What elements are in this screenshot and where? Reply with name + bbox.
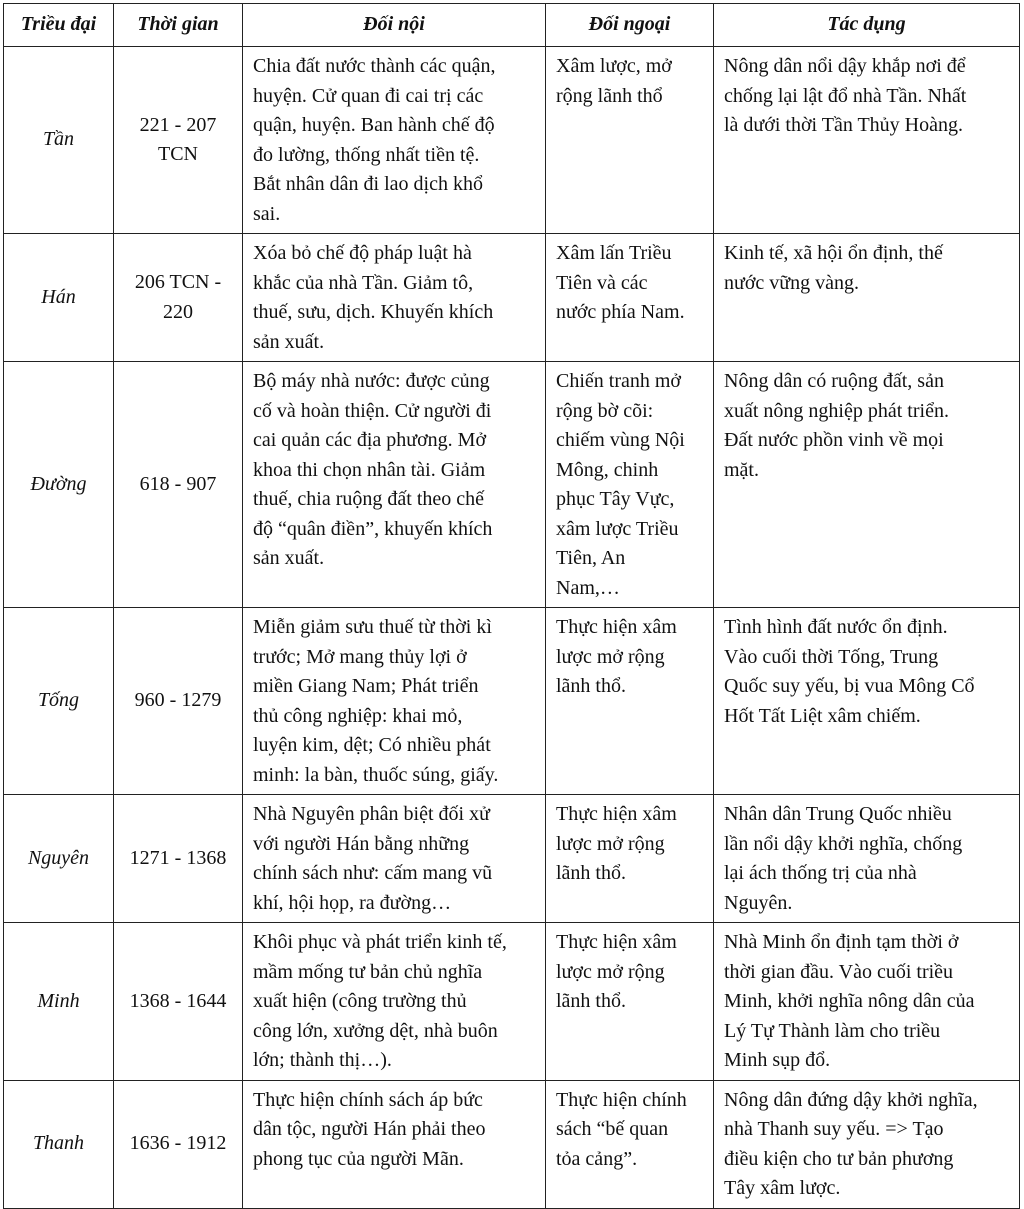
header-effect: Tác dụng (714, 4, 1020, 47)
header-time: Thời gian (114, 4, 243, 47)
domestic-text: Miễn giảm sưu thuế từ thời kì trước; Mở mang thủy lợi ở miền Giang Nam; Phát triển thủ công nghiệp: khai mỏ, luyện kim, dệt; Có nhiều phát minh: la bàn, thuốc súng, giấy. (253, 616, 499, 786)
time-text: 618 - 907 (139, 472, 217, 495)
effect-text: Nông dân đứng dậy khởi nghĩa, nhà Thanh suy yếu. => Tạo điều kiện cho tư bản phương Tây xâm lược. (724, 1088, 978, 1199)
domestic-text: Chia đất nước thành các quận, huyện. Cử quan đi cai trị các quận, huyện. Ban hành chế độ đo lường, thống nhất tiền tệ. Bắt nhân dân đi lao dịch khổ sai. (253, 55, 496, 225)
foreign-text: Chiến tranh mở rộng bờ cõi: chiếm vùng Nội Mông, chinh phục Tây Vực, xâm lược Triều Tiên, An Nam,… (556, 370, 685, 599)
table-row (4, 362, 1020, 608)
effect-text: Nông dân có ruộng đất, sản xuất nông nghiệp phát triển. Đất nước phồn vinh về mọi mặt. (724, 370, 949, 481)
domestic-text: Thực hiện chính sách áp bức dân tộc, người Hán phải theo phong tục của người Mãn. (253, 1088, 486, 1170)
domestic-text: Bộ máy nhà nước: được củng cố và hoàn thiện. Cử người đi cai quản các địa phương. Mở khoa thi chọn nhân tài. Giảm thuế, chia ruộng đất theo chế độ “quân điền”, khuyến khích sản xuất. (253, 370, 493, 569)
effect-cell (714, 362, 1020, 608)
time-cell (114, 47, 243, 234)
effect-text: Nông dân nổi dậy khắp nơi để chống lại lật đổ nhà Tần. Nhất là dưới thời Tần Thủy Hoàng. (724, 55, 967, 136)
header-foreign: Đối ngoại (546, 4, 714, 47)
time-cell (114, 923, 243, 1081)
effect-cell (714, 234, 1020, 362)
time-text: 206 TCN - 220 (134, 271, 222, 323)
domestic-text: Khôi phục và phát triển kinh tế, mầm mống tư bản chủ nghĩa xuất hiện (công trường thủ công lớn, xưởng dệt, nhà buôn lớn; thành thị…). (253, 931, 507, 1071)
foreign-text: Xâm lược, mở rộng lãnh thổ (556, 55, 672, 107)
domestic-cell (243, 923, 546, 1081)
header-row (4, 4, 1020, 47)
dynasty-cell: Nguyên (4, 795, 114, 923)
header-domestic: Đối nội (243, 4, 546, 47)
foreign-cell (546, 47, 714, 234)
table-row (4, 47, 1020, 234)
dynasty-cell: Tống (4, 608, 114, 795)
table-row (4, 795, 1020, 923)
domestic-cell (243, 47, 546, 234)
table-row (4, 1080, 1020, 1208)
foreign-cell (546, 1080, 714, 1208)
foreign-text: Xâm lấn Triều Tiên và các nước phía Nam. (556, 242, 685, 323)
time-text: 960 - 1279 (134, 689, 222, 712)
foreign-cell (546, 608, 714, 795)
foreign-cell (546, 362, 714, 608)
dynasty-cell: Tần (4, 47, 114, 234)
dynasty-cell: Hán (4, 234, 114, 362)
effect-cell (714, 47, 1020, 234)
effect-text: Nhân dân Trung Quốc nhiều lần nổi dậy khởi nghĩa, chống lại ách thống trị của nhà Nguyên. (724, 803, 963, 914)
domestic-text: Xóa bỏ chế độ pháp luật hà khắc của nhà Tần. Giảm tô, thuế, sưu, dịch. Khuyến khích sản xuất. (253, 242, 494, 353)
time-text: 1636 - 1912 (129, 1132, 227, 1155)
effect-text: Nhà Minh ổn định tạm thời ở thời gian đầu. Vào cuối triều Minh, khởi nghĩa nông dân của Lý Tự Thành làm cho triều Minh sụp đổ. (724, 931, 975, 1071)
header-dynasty: Triều đại (4, 4, 114, 47)
domestic-cell (243, 362, 546, 608)
foreign-text: Thực hiện xâm lược mở rộng lãnh thổ. (556, 931, 677, 1012)
dynasty-table (3, 3, 1020, 1209)
foreign-text: Thực hiện xâm lược mở rộng lãnh thổ. (556, 616, 677, 697)
time-text: 221 - 207 TCN (139, 113, 217, 165)
effect-text: Tình hình đất nước ổn định. Vào cuối thời Tống, Trung Quốc suy yếu, bị vua Mông Cổ Hốt Tất Liệt xâm chiếm. (724, 616, 975, 727)
effect-cell (714, 923, 1020, 1081)
domestic-cell (243, 234, 546, 362)
domestic-cell (243, 1080, 546, 1208)
foreign-text: Thực hiện xâm lược mở rộng lãnh thổ. (556, 803, 677, 884)
dynasty-cell: Đường (4, 362, 114, 608)
domestic-cell (243, 608, 546, 795)
time-text: 1271 - 1368 (129, 846, 227, 869)
domestic-cell (243, 795, 546, 923)
time-cell (114, 362, 243, 608)
time-cell (114, 234, 243, 362)
table-row (4, 923, 1020, 1081)
time-cell (114, 795, 243, 923)
effect-cell (714, 795, 1020, 923)
dynasty-cell: Minh (4, 923, 114, 1081)
dynasty-cell: Thanh (4, 1080, 114, 1208)
table-row (4, 608, 1020, 795)
time-text: 1368 - 1644 (129, 989, 227, 1012)
foreign-cell (546, 795, 714, 923)
foreign-text: Thực hiện chính sách “bế quan tỏa cảng”. (556, 1088, 687, 1170)
table-row (4, 234, 1020, 362)
foreign-cell (546, 923, 714, 1081)
time-cell (114, 608, 243, 795)
foreign-cell (546, 234, 714, 362)
time-cell (114, 1080, 243, 1208)
effect-cell (714, 1080, 1020, 1208)
domestic-text: Nhà Nguyên phân biệt đối xử với người Hán bằng những chính sách như: cấm mang vũ khí, hội họp, ra đường… (253, 803, 493, 914)
effect-cell (714, 608, 1020, 795)
effect-text: Kinh tế, xã hội ổn định, thế nước vững vàng. (724, 242, 943, 294)
